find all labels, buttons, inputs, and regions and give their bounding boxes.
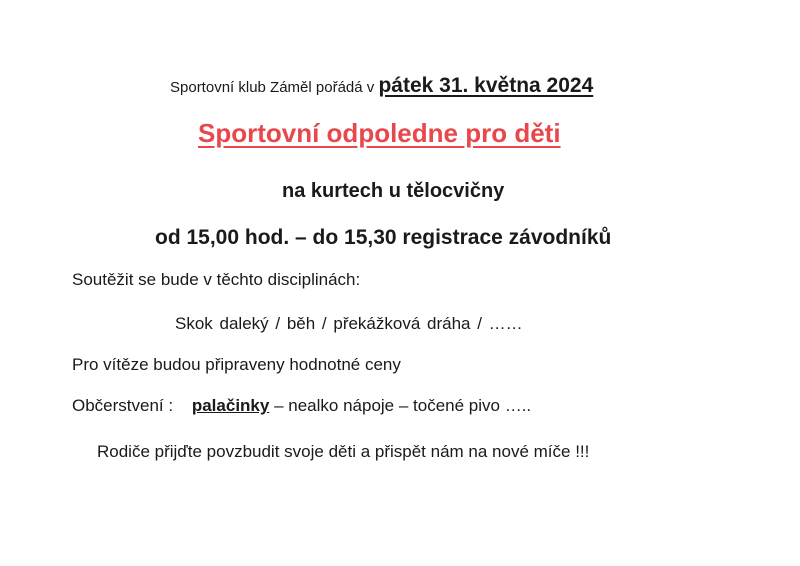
venue-line: na kurtech u tělocvičny [282, 180, 505, 202]
intro-line [170, 74, 593, 98]
refreshments-rest: – nealko nápoje – točené pivo ….. [274, 396, 532, 415]
event-date: pátek 31. května 2024 [378, 74, 594, 97]
refreshments-line [72, 396, 531, 416]
event-title: Sportovní odpoledne pro děti [198, 118, 561, 148]
intro-prefix: Sportovní klub Záměl pořádá v [170, 79, 375, 96]
time-line: od 15,00 hod. – do 15,30 registrace závodníků [155, 226, 612, 249]
refreshments-highlight: palačinky [191, 396, 270, 415]
prizes-line: Pro vítěze budou připraveny hodnotné ceny [72, 355, 401, 374]
disciplines-intro: Soutěžit se bude v těchto disciplinách: [72, 270, 361, 289]
refreshments-label: Občerstvení : [72, 396, 174, 415]
disciplines-list: Skok daleký / běh / překážková dráha / …… [175, 314, 523, 333]
closing-line: Rodiče přijďte povzbudit svoje děti a přispět nám na nové míče !!! [97, 442, 590, 461]
